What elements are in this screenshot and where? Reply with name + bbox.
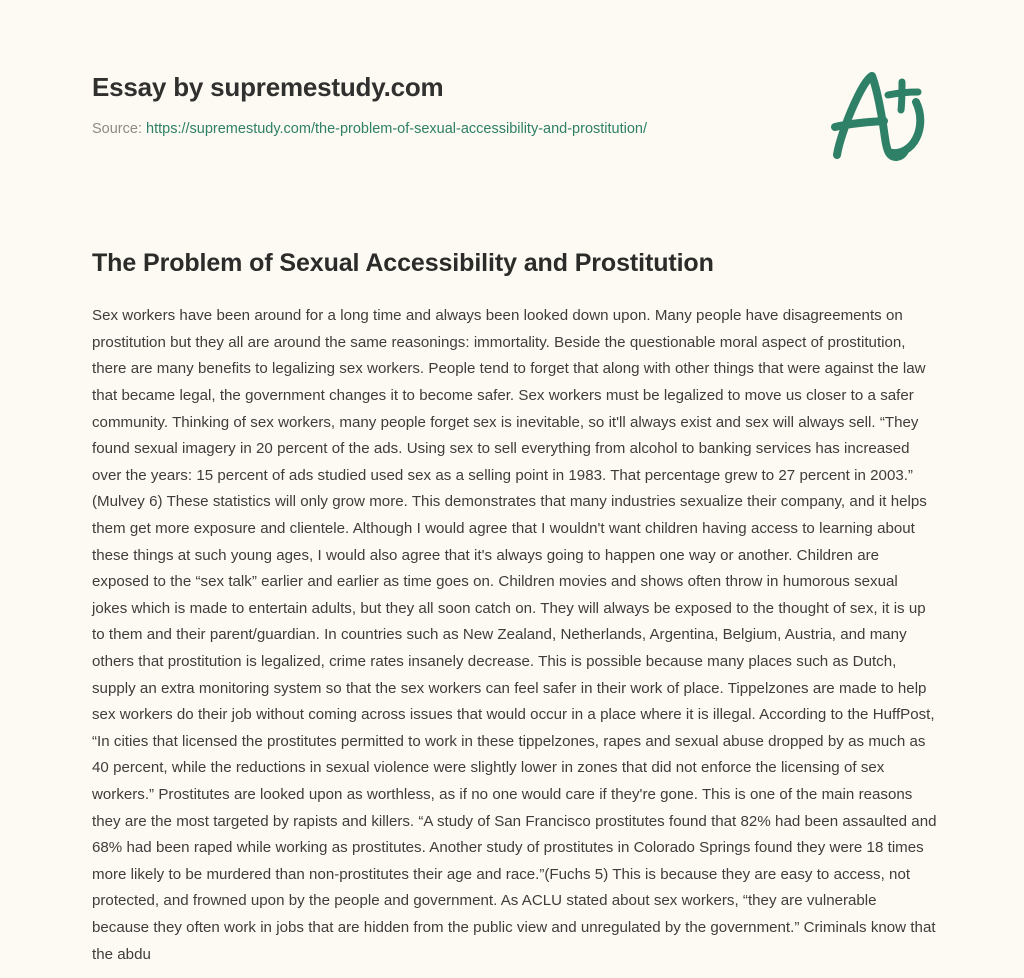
- page-header: [0, 0, 1024, 200]
- source-label: Source:: [92, 121, 142, 137]
- page-title: The Problem of Sexual Accessibility and Prostitution: [92, 249, 714, 277]
- article-body-text: Sex workers have been around for a long time and always been looked down upon. Many people have disagreements on prostitution but they all are around the same reasonings: immortality. Beside the questionable moral aspect of prostitution, there are many benefits to legalizing sex workers. People tend to forget that along with other things that were against the law that became legal, the government changes it to become safer. Sex workers must be legalized to move us closer to a safer community. Thinking of sex workers, many people forget sex is inevitable, so it'll always exist and sex will always sell. “They found sexual imagery in 20 percent of the ads. Using sex to sell everything from alcohol to banking services has increased over the years: 15 percent of ads studied used sex as a selling point in 1983. That percentage grew to 27 percent in 2003.” (Mulvey 6) These statistics will only grow more. This demonstrates that many industries sexualize their company, and it helps them get more exposure and clientele. Although I would agree that I wouldn't want children having access to learning about these things at such young ages, I would also agree that it's always going to happen one way or another. Children are exposed to the “sex talk” earlier and earlier as time goes on. Children movies and shows often throw in humorous sexual jokes which is made to entertain adults, but they all soon catch on. They will always be exposed to the thought of sex, it is up to them and their parent/guardian. In countries such as New Zealand, Netherlands, Argentina, Belgium, Austria, and many others that prostitution is legalized, crime rates insanely decrease. This is possible because many places such as Dutch, supply an extra monitoring system so that the sex workers can feel safer in their work of place. Tippelzones are made to help sex workers do their job without coming across issues that would occur in a place where it is illegal. According to the HuffPost, “In cities that licensed the prostitutes permitted to work in these tippelzones, rapes and sexual abuse dropped by as much as 40 percent, while the reductions in sexual violence were slightly lower in zones that did not enforce the licensing of sex workers.” Prostitutes are looked upon as worthless, as if no one would care if they're gone. This is one of the main reasons they are the most targeted by rapists and killers. “A study of San Francisco prostitutes found that 82% had been assaulted and 68% had been raped while working as prostitutes. Another study of prostitutes in Colorado Springs found they were 18 times more likely to be murdered than non-prostitutes their age and race.”(Fuchs 5) This is because they are easy to access, not protected, and frowned upon by the people and government. As ACLU stated about sex workers, “they are vulnerable because they often work in jobs that are hidden from the public view and unregulated by the government.” Criminals know that the abdu: [92, 307, 937, 963]
- source-url-link[interactable]: https://supremestudy.com/the-problem-of-sexual-accessibility-and-prostitution/: [146, 121, 648, 137]
- brand-title: Essay by supremestudy.com: [92, 72, 444, 102]
- a-plus-logo-icon: [806, 58, 956, 168]
- a-plus-logo: [806, 58, 956, 168]
- article: [92, 248, 937, 968]
- source-line: [92, 122, 647, 138]
